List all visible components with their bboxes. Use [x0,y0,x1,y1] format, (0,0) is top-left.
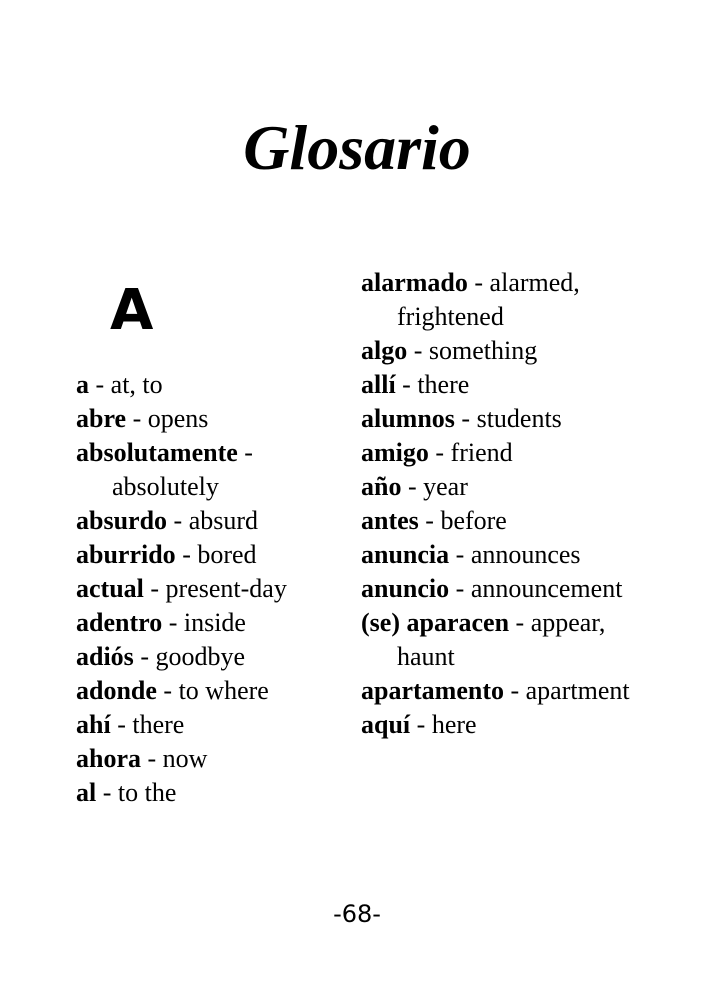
glossary-term-prefix: (se) [361,608,407,637]
glossary-definition: - apartment [503,676,630,705]
glossary-definition: - absolutely [112,438,253,501]
glossary-term: absurdo [76,506,168,535]
glossary-definition: - year [401,472,468,501]
glossary-definition: - to where [156,676,269,705]
glossary-definition: - there [110,710,185,739]
glossary-definition: - announces [449,540,581,569]
glossary-term: adiós [76,642,134,671]
glossary-term: anuncia [361,540,450,569]
glossary-term: abre [76,404,127,433]
glossary-definition: - bored [175,540,257,569]
glossary-term: aquí [361,710,411,739]
glossary-entry [361,504,661,538]
glossary-entry [361,674,661,708]
glossary-definition: - students [454,404,562,433]
glossary-entry [361,402,661,436]
page-title: Glosario [243,112,471,183]
glossary-entry [361,470,661,504]
glossary-definition: - inside [162,608,246,637]
glossary-term: alumnos [361,404,455,433]
glossary-term: allí [361,370,396,399]
glossary-definition: - to the [96,778,177,807]
glossary-entry [76,674,346,708]
glossary-term: alarmado [361,268,468,297]
glossary-term: año [361,472,402,501]
glossary-definition: - present-day [143,574,287,603]
glossary-entry [76,572,346,606]
glossary-definition: - opens [126,404,209,433]
glossary-term: actual [76,574,144,603]
glossary-definition: - before [418,506,507,535]
glossary-entry [76,776,346,810]
glossary-entry [76,640,346,674]
glossary-term: ahora [76,744,141,773]
glossary-term: amigo [361,438,429,467]
glossary-entry [76,504,346,538]
glossary-definition: - now [141,744,208,773]
glossary-term: adonde [76,676,157,705]
glossary-term: aparacen [406,608,510,637]
glossary-term: adentro [76,608,163,637]
glossary-entry [76,538,346,572]
glossary-definition: - here [410,710,477,739]
glossary-entry [76,402,346,436]
glossary-definition: - there [395,370,470,399]
glossary-definition: - absurd [167,506,259,535]
glossary-term: absolutamente [76,438,238,467]
glossary-definition: - announcement [449,574,623,603]
glossary-entry [76,708,346,742]
glossary-entry [361,334,661,368]
glossary-term: ahí [76,710,111,739]
letter-heading: A [110,278,154,343]
glossary-definition: - alarmed, frightened [397,268,580,331]
glossary-term: aburrido [76,540,176,569]
glossary-entry [76,436,346,504]
glossary-entry [361,572,661,606]
glossary-column-right [361,266,661,742]
glossary-definition: - something [407,336,538,365]
glossary-entry [361,436,661,470]
glossary-entry [361,606,661,674]
glossary-term: antes [361,506,419,535]
glossary-column-left [76,368,346,810]
glossary-definition: - appear, haunt [397,608,606,671]
glossary-entry [76,368,346,402]
glossary-entry [361,266,661,334]
glossary-term: al [76,778,97,807]
glossary-definition: - goodbye [133,642,246,671]
glossary-definition: - friend [428,438,513,467]
glossary-term: anuncio [361,574,450,603]
page-number: -68- [333,900,381,928]
glossary-definition: - at, to [89,370,163,399]
glossary-term: a [76,370,89,399]
glossary-entry [361,538,661,572]
glossary-entry [76,742,346,776]
glossary-entry [361,708,661,742]
glossary-entry [76,606,346,640]
glossary-term: apartamento [361,676,504,705]
glossary-entry [361,368,661,402]
glossary-term: algo [361,336,408,365]
